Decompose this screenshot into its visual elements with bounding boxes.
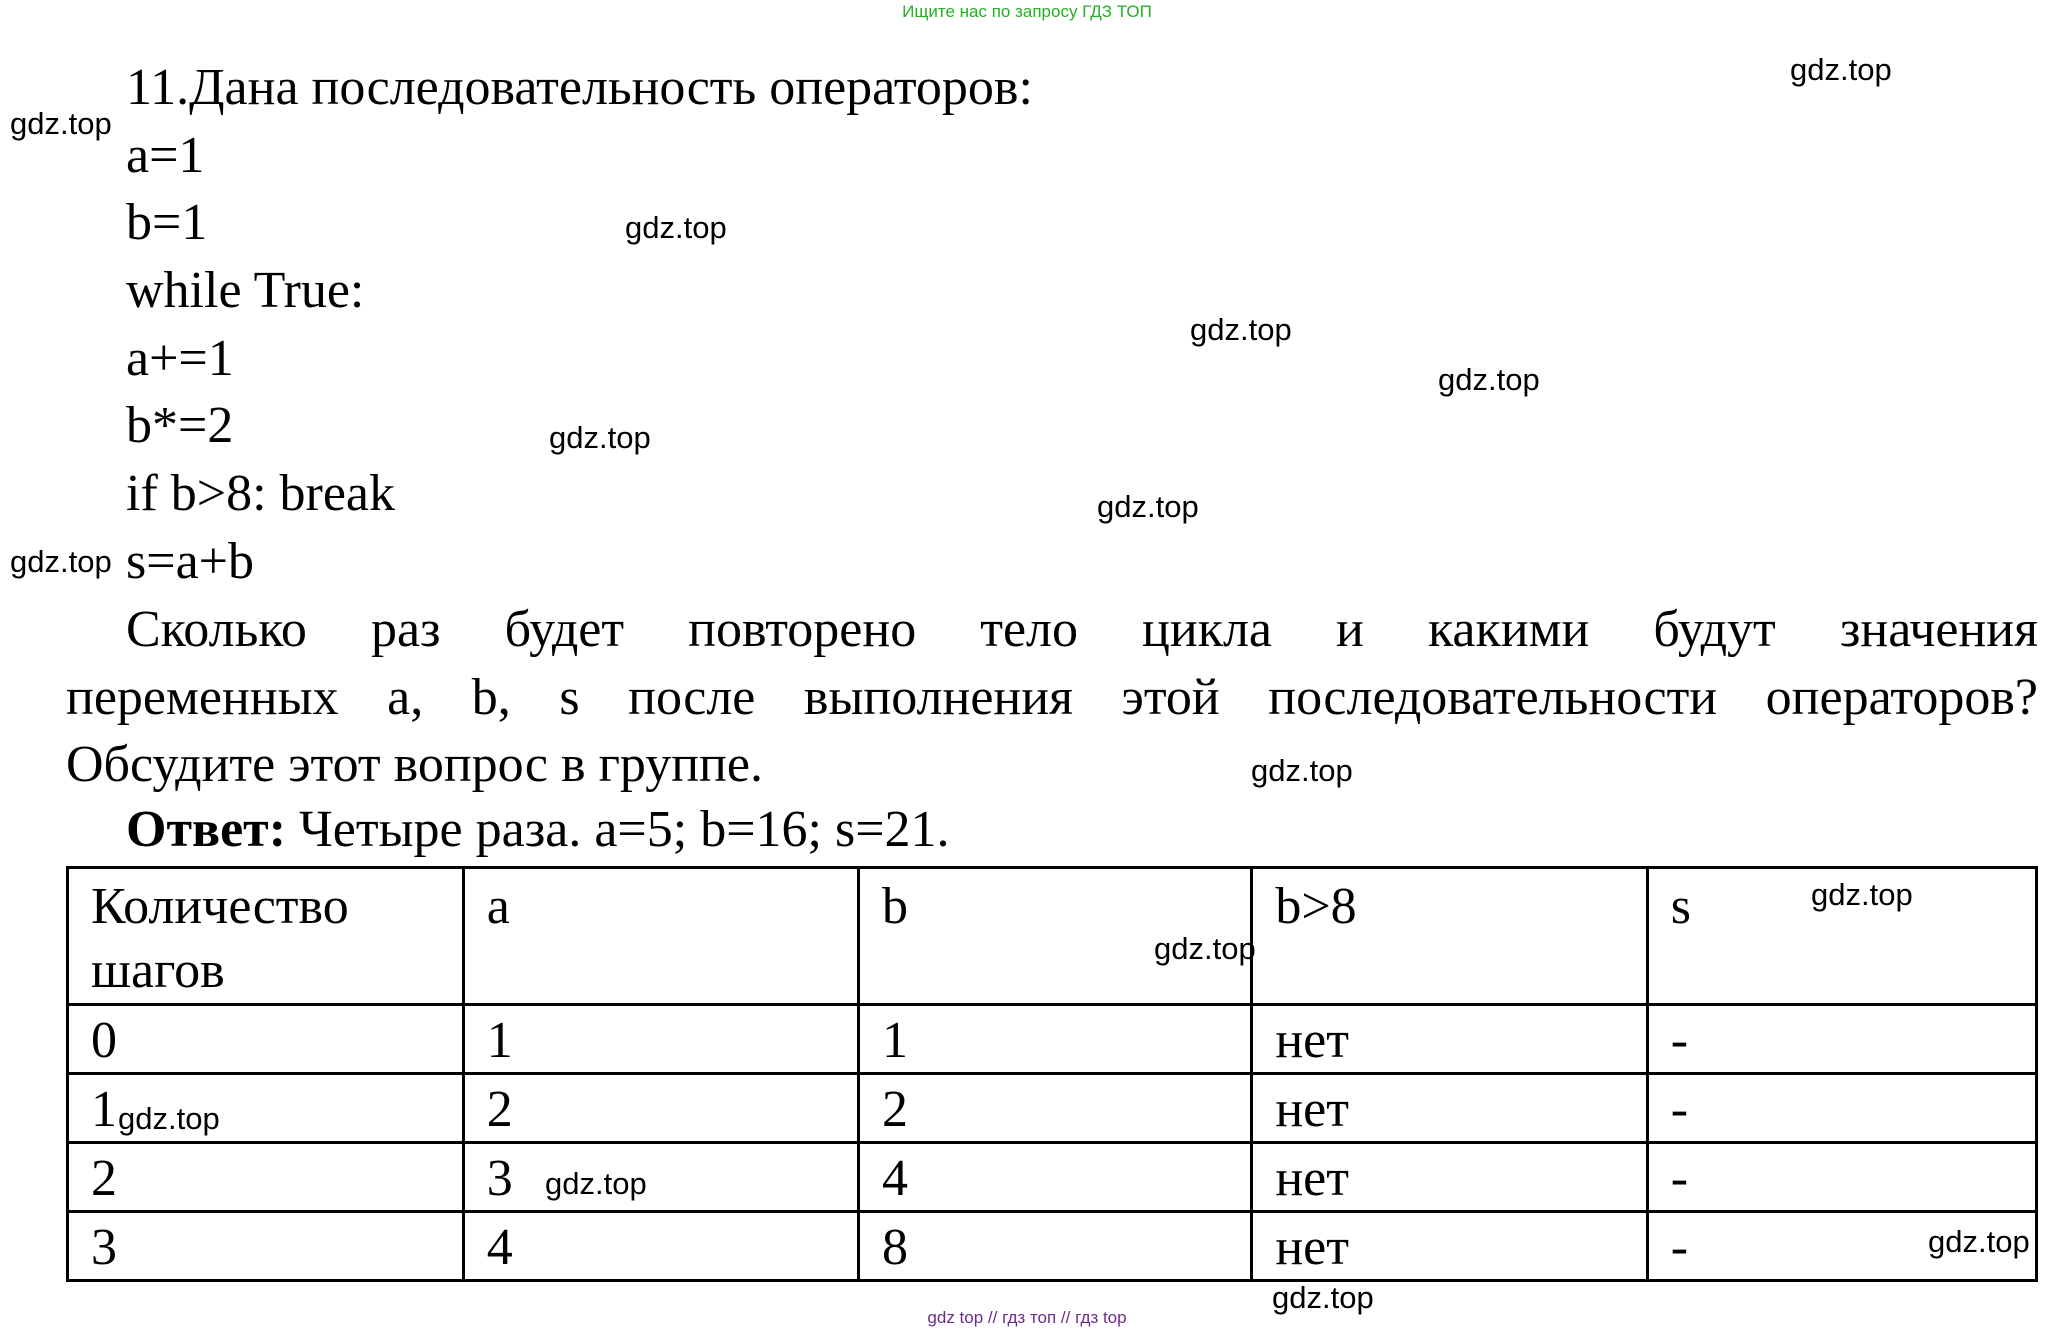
table-cell: нет xyxy=(1252,1212,1647,1281)
code-line: if b>8: break xyxy=(126,465,396,522)
table-cell: 2 xyxy=(463,1074,858,1143)
table-cell: 4 xyxy=(859,1143,1252,1212)
column-header: b>8 xyxy=(1252,868,1647,1005)
table-cell: 3 xyxy=(68,1212,464,1281)
watermark: gdz.top xyxy=(625,210,727,245)
table-cell: 3 xyxy=(463,1143,858,1212)
table-cell: 1 xyxy=(68,1074,464,1143)
steps-table xyxy=(66,866,2038,1282)
code-line: s=a+b xyxy=(126,533,254,590)
table-cell: нет xyxy=(1252,1005,1647,1074)
table-cell: 8 xyxy=(859,1212,1252,1281)
watermark: gdz.top xyxy=(1154,931,1256,966)
column-header: a xyxy=(463,868,858,1005)
column-header: s xyxy=(1647,868,2036,1005)
watermark: gdz.top xyxy=(1790,52,1892,87)
watermark: gdz.top xyxy=(10,106,112,141)
answer-label: Ответ: xyxy=(126,801,287,858)
watermark: gdz.top xyxy=(1190,312,1292,347)
code-line: while True: xyxy=(126,262,365,319)
column-header: Количество шагов xyxy=(68,868,464,1005)
watermark: gdz.top xyxy=(1251,753,1353,788)
table-cell: 4 xyxy=(463,1212,858,1281)
watermark: gdz.top xyxy=(1928,1224,2030,1259)
code-line: a=1 xyxy=(126,127,205,184)
table-cell: нет xyxy=(1252,1074,1647,1143)
table-cell: - xyxy=(1647,1074,2036,1143)
table-row xyxy=(68,1005,2037,1074)
table-row xyxy=(68,1143,2037,1212)
table-cell: 1 xyxy=(859,1005,1252,1074)
watermark: gdz.top xyxy=(545,1166,647,1201)
watermark: gdz.top xyxy=(1811,877,1913,912)
table-cell: 0 xyxy=(68,1005,464,1074)
code-line: b=1 xyxy=(126,194,208,251)
column-header: b xyxy=(859,868,1252,1005)
table-cell: - xyxy=(1647,1143,2036,1212)
question-line: Обсудите этот вопрос в группе. xyxy=(66,736,763,793)
code-line: b*=2 xyxy=(126,397,234,454)
watermark: gdz.top xyxy=(549,420,651,455)
code-line: a+=1 xyxy=(126,330,234,387)
problem-title: 11.Дана последовательность операторов: xyxy=(126,59,1033,116)
table-cell: 2 xyxy=(859,1074,1252,1143)
table-cell: 1 xyxy=(463,1005,858,1074)
top-banner: Ищите нас по запросу ГДЗ ТОП xyxy=(902,2,1152,21)
watermark: gdz.top xyxy=(1272,1280,1374,1315)
question-line: Сколько раз будет повторено тело цикла и какими будут значения xyxy=(126,601,2038,658)
watermark: gdz.top xyxy=(10,544,112,579)
question-line: переменных a, b, s после выполнения этой последовательности операторов? xyxy=(66,669,2038,726)
watermark: gdz.top xyxy=(1097,489,1199,524)
answer-text: Четыре раза. a=5; b=16; s=21. xyxy=(286,801,950,858)
watermark: gdz.top xyxy=(1438,362,1540,397)
table-cell: нет xyxy=(1252,1143,1647,1212)
table-cell: - xyxy=(1647,1212,2036,1281)
answer xyxy=(126,800,950,860)
footer-watermark: gdz top // гдз топ // гдз top xyxy=(927,1308,1127,1327)
table-row xyxy=(68,1212,2037,1281)
watermark: gdz.top xyxy=(118,1101,220,1136)
table-row xyxy=(68,1074,2037,1143)
table-cell: - xyxy=(1647,1005,2036,1074)
table-cell: 2 xyxy=(68,1143,464,1212)
table-header-row xyxy=(68,868,2037,1005)
